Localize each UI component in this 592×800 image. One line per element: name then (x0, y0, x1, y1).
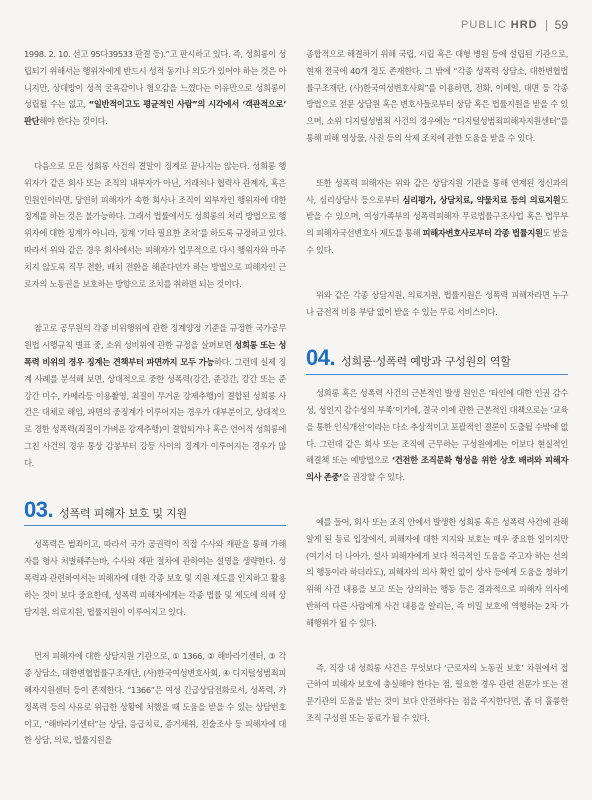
emphasis-text: 심리평가, 상담치료, 약물치료 등의 의료지원 (402, 194, 561, 205)
section-number: 03. (24, 496, 54, 522)
header-divider (546, 20, 547, 31)
emphasis-text: 성희롱 또는 성폭력 비위의 경우 징계는 견책부터 파면까지 모두 가능 (24, 340, 286, 367)
paragraph: 즉, 직장 내 성희롱 사건은 무엇보다 ‘근로자의 노동권 보호’ 차원에서 접근하여 피해자 보호에 충실해야 한다는 점, 필요한 경우 관련 전문가 또는 전문기관의 도움을 받는 것이 보다 안전하다는 점을 주지한다면, 좀 더 훌륭한 조직 구성원 또는 동료가 될 수 있다. (306, 662, 568, 723)
emphasis-text: “일반적이고도 평균적인 사람”의 시각에서 ‘객관적으로’ 판단 (24, 99, 286, 127)
paragraph (306, 175, 568, 259)
paragraph-text: 도 받을 수 있으며, 여성가족부의 성폭력피해자 무료법률구조사업 혹은 법무부의 피해자국선변호사 제도를 통해 (306, 194, 569, 239)
magazine-name-hrd: HRD (510, 19, 538, 31)
paragraph: 위와 같은 각종 상담지원, 의료지원, 법률지원은 성폭력 피해자라면 누구나 금전적 비용 부담 없이 받을 수 있는 무료 서비스이다. (306, 289, 568, 317)
paragraph: 성폭력은 범죄이고, 따라서 국가 공권력이 직접 수사와 재판을 통해 가해자를 형사 처벌해주는바, 수사와 재판 절차에 관하여는 설명을 생략한다. 성폭력과 관련하여서는 피해자에 대한 각종 보호 및 지원 제도를 인지하고 활용하는 것이 보다 중요한데, 성폭력 피해자에게는 각종 법률 및 제도에 의해 상담지원, 의료지원, 법률지원이 이루어지고 있다. (24, 539, 286, 617)
paragraph (306, 385, 568, 486)
section-number: 04. (306, 345, 336, 371)
section-heading-04 (306, 346, 568, 375)
paragraph: 종합적으로 해결하기 위해 국립, 시립 혹은 대형 병원 등에 설립된 기관으로, 현재 전국에 40개 정도 존재한다. 그 밖에 “각종 성폭력 상담소, 대한변협법률구조재단, (사)한국여성변호사회”를 이용하면, 전화, 이메일, 대면 등 각종 방법으로 전문 상담원 혹은 변호사들로부터 상담 혹은 법률지원을 받을 수 있으며, 소위 디지털성범죄 사건의 경우에는 “디지털성범죄피해자지원센터”를 통해 피해 영상물, 사진 등의 삭제 조치에 관한 도움을 받을 수 있다. (306, 49, 568, 143)
paragraph: 예를 들어, 회사 또는 조직 안에서 발생한 성희롱 혹은 성폭력 사건에 관해 알게 된 동료 입장에서, 피해자에 대한 지지와 보호는 매우 중요한 일이지만(여기서 더 나아가, 설사 피해자에게 보다 적극적인 도움을 주고자 하는 선의의 행동이라 하더라도), 피해자의 의사 확인 없이 상사 등에게 도움을 청하기 위해 사건 내용을 보고 또는 상의하는 행동 등은 결과적으로 피해자 의사에 반하여 다른 사람에게 사건 내용을 알리는, 즉 비밀 보호에 역행하는 2차 가해행위가 될 수 있다. (306, 516, 568, 628)
paragraph-text: 하다. 그런데 실제 징계 사례를 분석해 보면, 상대적으로 중한 성폭력(강간, 준강간, 강간 또는 준강간 미수, 카메라등 이용촬영, 최질이 무거운 강제추행)이 결합된 성희롱 사건은 대체로 해임, 파면의 중징계가 이루어지는 경우가 대부분이고, 상대적으로 경한 성폭력(죄질이 가벼운 강제추행)이 결합되거나 혹은 언어적 성희롱에 그친 사건의 경우 통상 감봉부터 강등 사이의 징계가 이루어지는 경우가 많다. (24, 356, 287, 468)
left-column (24, 46, 286, 749)
magazine-name-public: PUBLIC (461, 19, 507, 31)
paragraph-text: 또한 성폭력 피해자는 위와 같은 상담지원 기관을 통해 연계된 정신과의사, 심리상담사 등으로부터 (306, 177, 568, 205)
paragraph-text: 1998. 2. 10. 선고 95다39533 판결 등).”고 판시하고 있다. 즉, 성희롱이 성립되기 위해서는 행위자에게 반드시 성적 동기나 의도가 있어야 하는 것은 아니지만, 상대방이 성적 굴욕감이나 혐오감을 느꼈다는 이유만으로 성희롱이 성립될 수는 없고, (24, 49, 286, 110)
paragraph-text: 을 권장할 수 있다. (342, 472, 405, 483)
paragraph: 다음으로 모든 성희롱 사건의 결말이 징계로 끝나지는 않는다. 성희롱 행위자가 같은 회사 또는 조직의 내부자가 아닌, 거래처나 협력사 관계자, 혹은 민원인이라면, 당연히 피해자가 속한 회사나 조직이 외부자인 행위자에 대한 징계를 하는 것은 불가능하다. 그래서 법률에서도 성희롱의 처리 방법으로 행위자에 대한 징계가 아니라, 징계 ‘기타 필요한 조치’를 하도록 규정하고 있다. 따라서 위와 같은 경우 회사에서는 피해자가 업무적으로 다시 행위자와 마주치지 않도록 직무 전환, 배치 전환을 해준다던가 하는 방법으로 피해자인 근로자의 노동권을 보호하는 방향으로 조치를 취하면 되는 것이다. (24, 160, 286, 289)
paragraph-text: 성희롱 혹은 성폭력 사건의 근본적인 발생 원인은 ‘타인에 대한 인권 감수성, 성인지 감수성의 부족’이기에, 결국 이에 관한 근본적인 대책으로는 ‘교육을 통한 인식개선’이라는 다소 추상적이고 포괄적인 결론이 도출될 수밖에 없다. 그런데 같은 회사 또는 조직에 근무하는 구성원에게는 이보다 현실적인 해결책 또는 예방법으로 (306, 388, 568, 466)
section-heading-03 (24, 498, 286, 527)
emphasis-text: 피해자변호사로부터 각종 법률지원 (422, 228, 543, 239)
section-title: 성희롱·성폭력 예방과 구성원의 역할 (341, 355, 511, 369)
page-header (461, 18, 568, 32)
right-column (306, 46, 568, 727)
paragraph-text: 해야 한다는 것이다. (39, 116, 108, 127)
page-number: 59 (554, 18, 568, 32)
emphasis-text: ‘건전한 조직문화 형성을 위한 상호 배려와 피해자 의사 존중’ (306, 455, 568, 483)
paragraph (24, 46, 286, 130)
paragraph (24, 320, 286, 471)
paragraph: 먼저 피해자에 대한 상담지원 기관으로, ① 1366, ② 해바라기센터, ③ 각종 상담소, 대한변협법률구조재단, (사)한국여성변호사회, ④ 디지털성범죄피해자지원센터 등이 존재한다. “1366”은 여성 긴급상담전화로서, 성폭력, 가정폭력 등의 사유로 위급한 상황에 처했을 때 도움을 받을 수 있는 상담번호이고, “해바라기센터”는 상담, 응급치료, 증거채취, 진술조사 등 피해자에 대한 상담, 의료, 법률지원을 (24, 651, 286, 746)
paragraph-text: 도 받을 수 있다. (306, 228, 568, 255)
paragraph-text: 참고로 공무원의 각종 비위행위에 관한 징계양정 기준을 규정한 국가공무원법 시행규칙 별표 중, 소위 성비위에 관한 규정을 살펴보면 (24, 323, 286, 351)
section-title: 성폭력 피해자 보호 및 지원 (59, 506, 187, 520)
